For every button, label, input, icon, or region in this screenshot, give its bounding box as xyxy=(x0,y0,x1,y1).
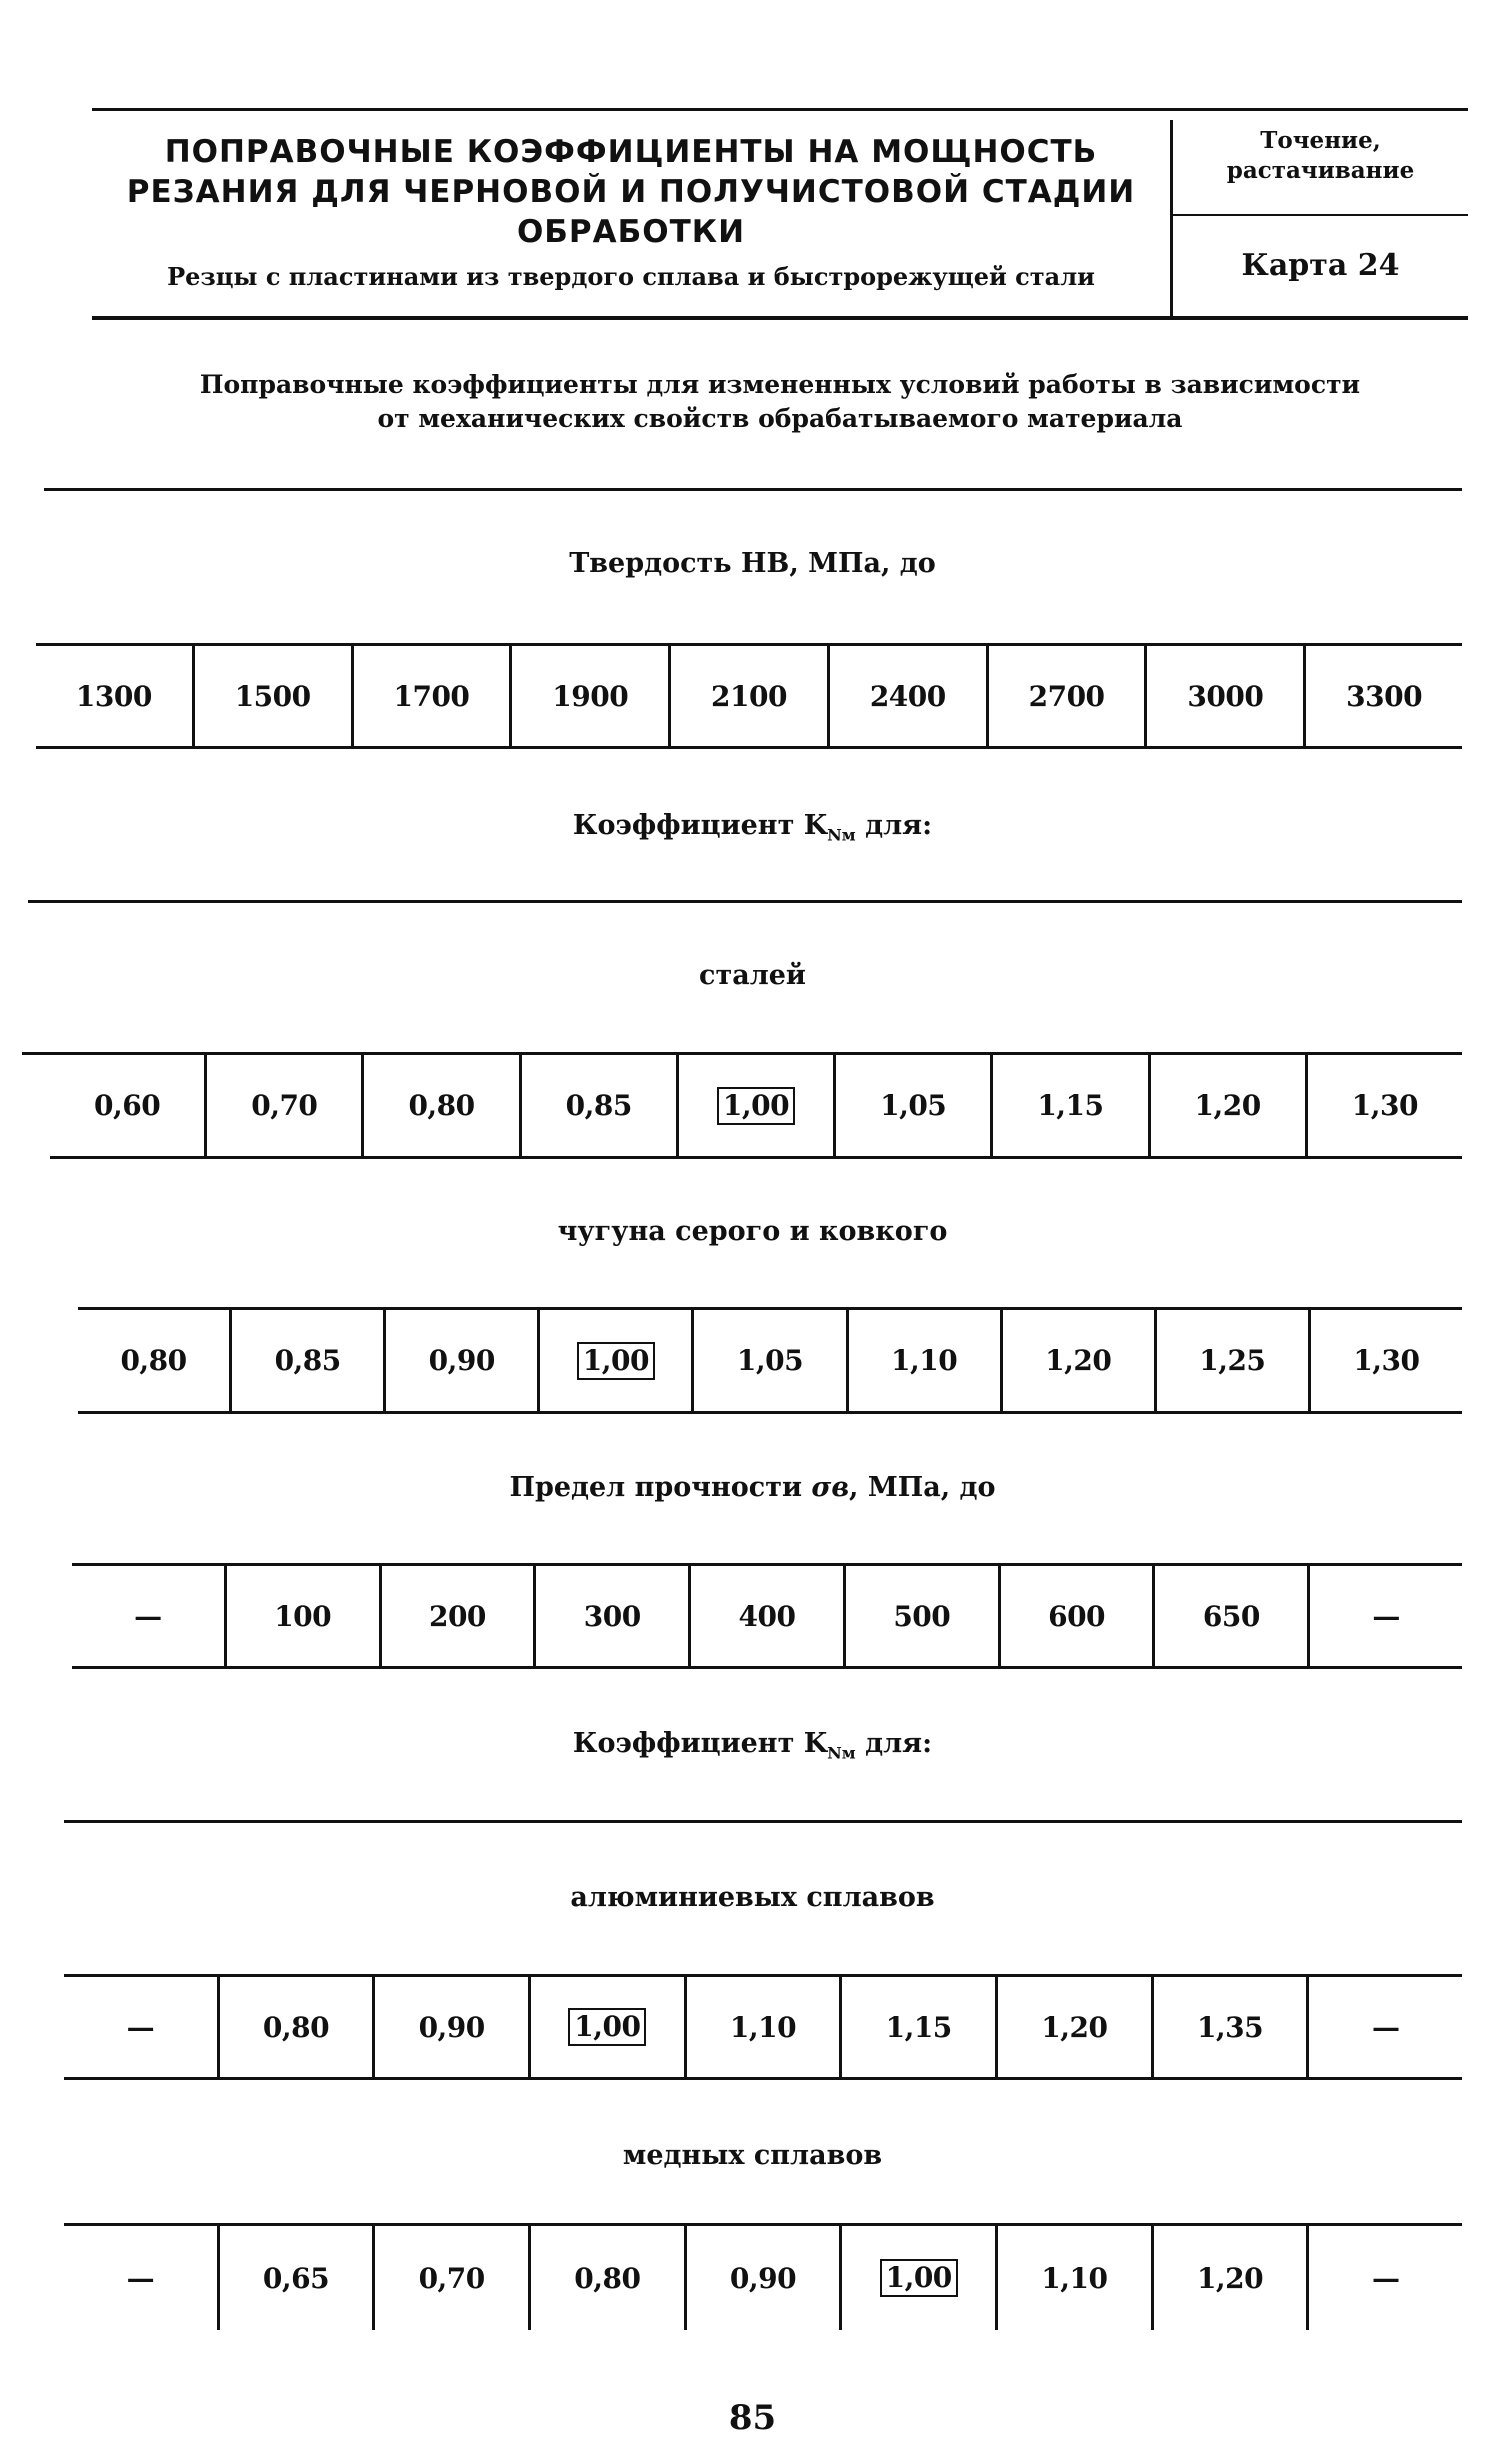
section-rule xyxy=(64,1820,1462,1823)
value-text: 0,90 xyxy=(729,2261,797,2295)
hardness-row xyxy=(36,646,1462,746)
value-cell xyxy=(379,1566,534,1666)
value-text: 1,25 xyxy=(1199,1344,1266,1377)
value-text: — xyxy=(126,2261,155,2295)
value-cell xyxy=(64,2226,217,2330)
value-cell xyxy=(839,2226,995,2330)
value-cell xyxy=(351,646,510,746)
coefficient-subscript: Nм xyxy=(827,825,856,845)
value-cell xyxy=(229,1310,383,1411)
value-text: 0,85 xyxy=(274,1344,341,1377)
value-text: 0,60 xyxy=(94,1089,161,1122)
value-text: 1300 xyxy=(75,679,152,713)
row-bottom-rule xyxy=(64,2077,1462,2080)
value-cell xyxy=(995,2226,1151,2330)
header-top-rule xyxy=(92,108,1468,111)
intro-line: от механических свойств обрабатываемого материала xyxy=(377,404,1183,433)
value-cell xyxy=(1151,2226,1307,2330)
value-cell xyxy=(684,2226,840,2330)
strength-caption xyxy=(0,1472,1505,1503)
value-text: 0,80 xyxy=(262,2010,330,2044)
row-bottom-rule xyxy=(36,746,1462,749)
aluminum-caption: алюминиевых сплавов xyxy=(570,1882,935,1913)
copper-caption: медных сплавов xyxy=(622,2140,883,2171)
value-text: 200 xyxy=(428,1599,486,1633)
value-cell xyxy=(995,1977,1151,2077)
hardness-caption: Твердость НВ, МПа, до xyxy=(569,548,936,579)
value-cell xyxy=(1306,2226,1462,2330)
value-text: 0,80 xyxy=(120,1344,187,1377)
section-rule xyxy=(44,488,1462,491)
value-cell xyxy=(846,1310,1000,1411)
value-text: 3300 xyxy=(1346,679,1423,713)
value-cell xyxy=(676,1055,833,1156)
title-line: ПОПРАВОЧНЫЕ КОЭФФИЦИЕНТЫ НА МОЩНОСТЬ xyxy=(164,134,1098,170)
reference-value: 1,00 xyxy=(717,1087,795,1125)
value-text: 400 xyxy=(738,1599,796,1633)
row-bottom-rule xyxy=(78,1411,1462,1414)
value-cell xyxy=(990,1055,1147,1156)
cast-iron-row xyxy=(78,1310,1462,1411)
page-number: 85 xyxy=(728,2398,777,2438)
value-text: 1,15 xyxy=(1037,1089,1104,1122)
value-cell xyxy=(1303,646,1462,746)
card-number: Карта 24 xyxy=(1241,248,1400,283)
value-cell xyxy=(217,2226,373,2330)
value-text: 2100 xyxy=(711,679,787,713)
value-cell xyxy=(1307,1566,1462,1666)
value-text: 0,65 xyxy=(262,2261,330,2295)
value-cell xyxy=(537,1310,691,1411)
row-bottom-rule xyxy=(72,1666,1462,1669)
value-cell xyxy=(1151,1977,1307,2077)
intro-line: Поправочные коэффициенты для измененных условий работы в зависимости xyxy=(199,370,1361,399)
value-cell xyxy=(64,1977,217,2077)
page-subtitle: Резцы с пластинами из твердого сплава и быстрорежущей стали xyxy=(167,262,1095,291)
value-text: — xyxy=(1371,2261,1400,2295)
value-cell xyxy=(528,1977,684,2077)
value-text: 1,05 xyxy=(880,1089,947,1122)
coefficient-subscript: Nм xyxy=(827,1743,856,1763)
reference-value: 1,00 xyxy=(577,1342,655,1380)
value-cell xyxy=(1154,1310,1308,1411)
value-cell xyxy=(528,2226,684,2330)
section-rule xyxy=(28,900,1462,903)
value-cell xyxy=(827,646,986,746)
title-line: ОБРАБОТКИ xyxy=(516,214,746,250)
value-cell xyxy=(509,646,668,746)
value-cell xyxy=(1000,1310,1154,1411)
strength-prefix: Предел прочности xyxy=(509,1472,812,1503)
value-text: 1,05 xyxy=(736,1344,804,1377)
value-cell xyxy=(361,1055,518,1156)
value-cell xyxy=(843,1566,998,1666)
value-text: 0,90 xyxy=(418,2010,485,2044)
value-text: 1,20 xyxy=(1196,2261,1264,2295)
value-text: 0,80 xyxy=(574,2261,641,2295)
value-cell xyxy=(1306,1977,1462,2077)
value-text: 0,80 xyxy=(408,1089,475,1122)
value-text: 1,20 xyxy=(1194,1089,1261,1122)
value-text: 2700 xyxy=(1028,679,1105,713)
value-cell xyxy=(72,1566,224,1666)
value-cell xyxy=(1308,1310,1462,1411)
value-text: — xyxy=(1371,2010,1400,2044)
sigma-symbol: σв xyxy=(811,1472,850,1503)
value-cell xyxy=(1144,646,1303,746)
coefficient-prefix: Коэффициент K xyxy=(572,810,828,841)
cast-iron-caption: чугуна серого и ковкого xyxy=(557,1216,948,1247)
value-text: 300 xyxy=(583,1599,641,1633)
steel-row xyxy=(50,1055,1462,1156)
value-text: 2400 xyxy=(869,679,946,713)
value-text: 1,10 xyxy=(729,2010,797,2044)
page-title xyxy=(92,132,1170,252)
value-cell xyxy=(833,1055,990,1156)
side-divider xyxy=(1173,214,1468,216)
value-text: 1500 xyxy=(234,679,311,713)
operation-line: Точение, xyxy=(1260,127,1381,154)
coefficient-caption xyxy=(0,1728,1505,1762)
value-text: 1,30 xyxy=(1351,1089,1418,1122)
value-cell xyxy=(691,1310,845,1411)
strength-row xyxy=(72,1566,1462,1666)
value-text: — xyxy=(126,2010,155,2044)
strength-suffix: , МПа, до xyxy=(849,1472,996,1503)
value-cell xyxy=(383,1310,537,1411)
value-text: 1,20 xyxy=(1045,1344,1112,1377)
value-cell xyxy=(684,1977,840,2077)
title-line: РЕЗАНИЯ ДЛЯ ЧЕРНОВОЙ И ПОЛУЧИСТОВОЙ СТАДИИ xyxy=(126,174,1136,210)
intro-text xyxy=(120,368,1440,436)
operation-line: растачивание xyxy=(1226,157,1415,184)
value-cell xyxy=(668,646,827,746)
value-text: 650 xyxy=(1202,1599,1260,1633)
value-cell xyxy=(192,646,351,746)
value-text: 0,90 xyxy=(428,1344,495,1377)
value-cell xyxy=(998,1566,1153,1666)
value-cell xyxy=(839,1977,995,2077)
value-text: 1700 xyxy=(393,679,470,713)
reference-value: 1,00 xyxy=(880,2259,958,2297)
value-text: 100 xyxy=(274,1599,332,1633)
operation-label xyxy=(1173,126,1468,186)
value-cell xyxy=(1305,1055,1462,1156)
value-text: 3000 xyxy=(1187,679,1264,713)
value-cell xyxy=(986,646,1145,746)
header-bottom-rule xyxy=(92,316,1468,320)
value-text: 1,10 xyxy=(1041,2261,1108,2295)
value-cell xyxy=(217,1977,373,2077)
coefficient-suffix: для: xyxy=(855,1728,933,1759)
value-cell xyxy=(1152,1566,1307,1666)
value-cell xyxy=(204,1055,361,1156)
value-text: 1,30 xyxy=(1353,1344,1420,1377)
value-text: 1900 xyxy=(552,679,629,713)
value-text: — xyxy=(134,1599,162,1633)
value-cell xyxy=(36,646,192,746)
reference-value: 1,00 xyxy=(568,2008,646,2046)
value-text: 500 xyxy=(893,1599,951,1633)
steel-caption: сталей xyxy=(699,960,806,991)
value-text: 600 xyxy=(1048,1599,1106,1633)
value-text: 1,10 xyxy=(891,1344,958,1377)
value-text: — xyxy=(1372,1599,1400,1633)
value-text: 0,70 xyxy=(418,2261,485,2295)
value-cell xyxy=(78,1310,229,1411)
value-cell xyxy=(372,1977,528,2077)
value-text: 0,70 xyxy=(251,1089,318,1122)
value-text: 0,85 xyxy=(565,1089,632,1122)
value-cell xyxy=(224,1566,379,1666)
coefficient-caption xyxy=(0,810,1505,844)
value-text: 1,20 xyxy=(1041,2010,1108,2044)
value-cell xyxy=(533,1566,688,1666)
value-cell xyxy=(519,1055,676,1156)
value-cell xyxy=(688,1566,843,1666)
copper-row xyxy=(64,2226,1462,2330)
coefficient-prefix: Коэффициент K xyxy=(572,1728,828,1759)
value-cell xyxy=(372,2226,528,2330)
coefficient-suffix: для: xyxy=(855,810,933,841)
value-text: 1,15 xyxy=(885,2010,952,2044)
row-bottom-rule xyxy=(50,1156,1462,1159)
value-text: 1,35 xyxy=(1196,2010,1264,2044)
value-cell xyxy=(50,1055,204,1156)
aluminum-row xyxy=(64,1977,1462,2077)
value-cell xyxy=(1148,1055,1305,1156)
